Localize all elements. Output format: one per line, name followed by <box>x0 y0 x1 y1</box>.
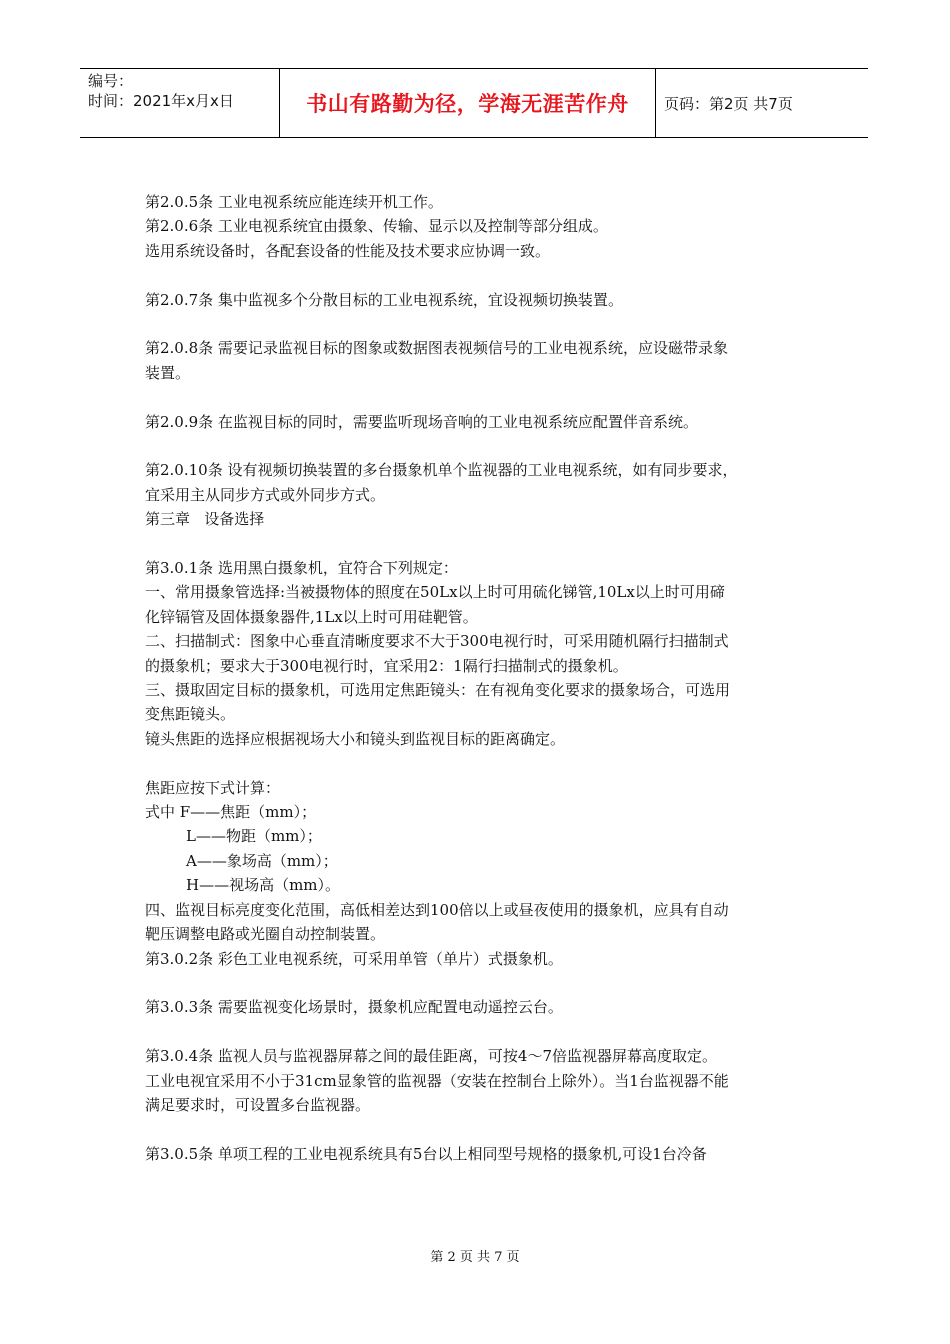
text-line: 宜采用主从同步方式或外同步方式。 <box>145 485 386 504</box>
text-line: 工业电视宜采用不小于31cm显象管的监视器（安装在控制台上除外）。当1台监视器不能 <box>145 1071 729 1090</box>
blank-line <box>145 434 815 458</box>
text-line: 第3.0.2条 彩色工业电视系统，可采用单管（单片）式摄象机。 <box>145 949 563 968</box>
text-line: 装置。 <box>145 363 191 382</box>
text-line: 第2.0.7条 集中监视多个分散目标的工业电视系统，宜设视频切换装置。 <box>145 290 623 309</box>
text-line: 第2.0.10条 设有视频切换装置的多台摄象机单个监视器的工业电视系统，如有同步要求， <box>145 461 738 480</box>
text-line: A——象场高（mm）； <box>186 851 338 870</box>
blank-line <box>145 751 815 775</box>
page-header <box>80 68 868 138</box>
text-line: 第3.0.1条 选用黑白摄象机，宜符合下列规定： <box>145 559 458 578</box>
text-line: 第2.0.5条 工业电视系统应能连续开机工作。 <box>145 193 443 211</box>
blank-line <box>145 385 815 409</box>
blank-line <box>145 263 815 287</box>
text-line: 一、常用摄象管选择:当被摄物体的照度在50Lx以上时可用硫化锑管,10Lx以上时可用碲 <box>145 583 725 602</box>
text-line: 四、监视目标亮度变化范围，高低相差达到100倍以上或昼夜使用的摄象机，应具有自动 <box>145 900 729 919</box>
text-line: 选用系统设备时，各配套设备的性能及技术要求应协调一致。 <box>145 241 551 260</box>
text-line: 的摄象机；要求大于300电视行时，宜采用2：1隔行扫描制式的摄象机。 <box>145 656 628 675</box>
text-line: 第2.0.6条 工业电视系统宜由摄象、传输、显示以及控制等部分组成。 <box>145 217 608 236</box>
header-motto: 书山有路勤为径，学海无涯苦作舟 <box>280 69 656 137</box>
text-line: 第3.0.3条 需要监视变化场景时，摄象机应配置电动遥控云台。 <box>145 998 563 1017</box>
document-body <box>145 190 815 1166</box>
chapter-heading: 第三章 设备选择 <box>145 510 265 529</box>
text-line: 焦距应按下式计算： <box>145 778 281 797</box>
text-line: 式中 F——焦距（mm）； <box>145 803 317 822</box>
text-line: 第2.0.9条 在监视目标的同时，需要监听现场音响的工业电视系统应配置伴音系统。 <box>145 412 698 431</box>
blank-line <box>145 971 815 995</box>
text-line: 镜头焦距的选择应根据视场大小和镜头到监视目标的距离确定。 <box>145 729 566 748</box>
page-footer: 第 2 页 共 7 页 <box>430 1250 520 1265</box>
time-label: 时间：2021年x月x日 <box>88 92 234 110</box>
text-line: 三、摄取固定目标的摄象机，可选用定焦距镜头：在有视角变化要求的摄象场合，可选用 <box>145 681 731 700</box>
blank-line <box>145 1117 815 1141</box>
text-line: 第3.0.5条 单项工程的工业电视系统具有5台以上相同型号规格的摄象机,可设1台冷备 <box>145 1144 707 1163</box>
number-label: 编号： <box>88 72 134 90</box>
text-line: 第3.0.4条 监视人员与监视器屏幕之间的最佳距离，可按4～7倍监视器屏幕高度取定。 <box>145 1047 718 1066</box>
blank-line <box>145 532 815 556</box>
text-line: H——视场高（mm）。 <box>186 876 341 895</box>
text-line: 满足要求时，可设置多台监视器。 <box>145 1095 371 1114</box>
text-line: 靶压调整电路或光圈自动控制装置。 <box>145 925 386 944</box>
text-line: 第2.0.8条 需要记录监视目标的图象或数据图表视频信号的工业电视系统，应设磁带录象 <box>145 339 728 358</box>
blank-line <box>145 312 815 336</box>
text-line: 变焦距镜头。 <box>145 705 236 724</box>
text-line: 化锌镉管及固体摄象器件,1Lx以上时可用硅靶管。 <box>145 607 478 626</box>
header-page-code: 页码：第2页 共7页 <box>664 94 793 113</box>
text-line: L——物距（mm）； <box>186 827 322 846</box>
header-meta <box>80 69 280 137</box>
blank-line <box>145 1020 815 1044</box>
text-line: 二、扫描制式：图象中心垂直清晰度要求不大于300电视行时，可采用随机隔行扫描制式 <box>145 632 729 651</box>
